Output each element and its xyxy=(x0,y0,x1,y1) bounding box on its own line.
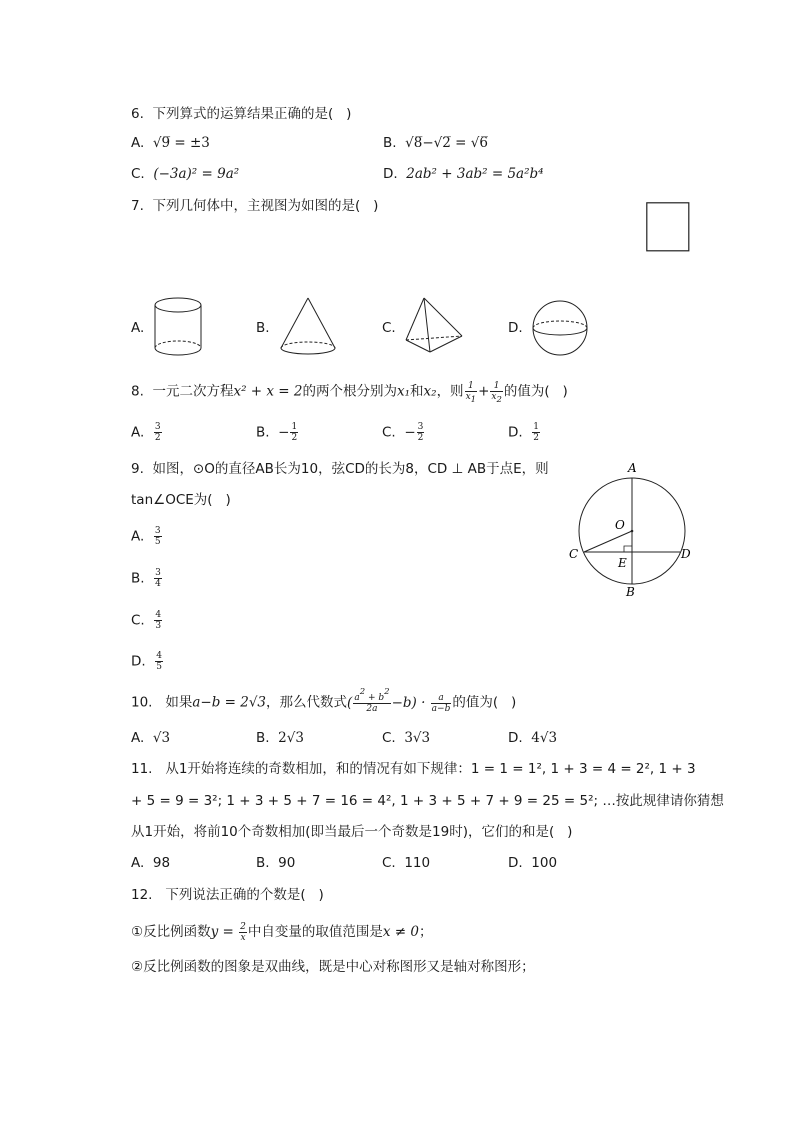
option-fraction: $\frac{3}{5}$ xyxy=(154,526,161,547)
option-label: A. xyxy=(131,855,145,871)
option-label: D. xyxy=(131,653,146,670)
q9-option-b[interactable] xyxy=(131,568,163,589)
q12-stem: 12. 下列说法正确的个数是( ) xyxy=(131,887,324,903)
q9-option-c[interactable] xyxy=(131,610,163,631)
q6-option-b[interactable] xyxy=(383,135,488,151)
q12-item-2: ②反比例函数的图象是双曲线，既是中心对称图形又是轴对称图形； xyxy=(131,959,535,975)
q10-stem-text: 的值为( ) xyxy=(452,694,517,711)
q7-option-a-label[interactable]: A. xyxy=(131,320,145,336)
q8-stem-text: 8. 一元二次方程 xyxy=(131,383,234,400)
q7-option-d-label[interactable]: D. xyxy=(508,320,523,336)
option-label: C. xyxy=(382,855,396,871)
option-value: 100 xyxy=(531,855,558,871)
q10-option-d[interactable] xyxy=(508,730,557,746)
option-label: A. xyxy=(131,135,145,151)
q8-stem-text: ，则 xyxy=(436,383,464,400)
q8-stem-text: 的值为( ) xyxy=(503,383,568,400)
cone-icon[interactable] xyxy=(278,296,338,360)
option-math: √9̅ = ±3 xyxy=(152,135,210,151)
option-fraction: $\frac{1}{2}$ xyxy=(291,422,298,443)
fig-label-o: O xyxy=(615,518,625,532)
fig-label-a: A xyxy=(628,461,637,475)
q8-equation: x² + x = 2 xyxy=(233,383,303,400)
option-math: 2ab² + 3ab² = 5a²b⁴ xyxy=(406,166,544,182)
option-label: A. xyxy=(131,424,145,441)
q12-condition: x ≠ 0 xyxy=(382,924,419,940)
q12-item-text: 中自变量的取值范围是 xyxy=(247,924,383,940)
option-math: 4√3 xyxy=(531,730,558,746)
fig-label-d: D xyxy=(681,547,691,561)
option-label: D. xyxy=(508,730,523,746)
option-label: B. xyxy=(131,570,145,587)
q8-x2: x₂ xyxy=(423,383,437,400)
q11-option-d[interactable] xyxy=(508,855,557,871)
q7-front-view-square xyxy=(646,202,690,252)
q11-option-b[interactable] xyxy=(256,855,295,871)
q8-option-d[interactable] xyxy=(508,422,541,443)
option-label: C. xyxy=(382,730,396,746)
option-math: 2√3 xyxy=(278,730,304,746)
q9-option-a[interactable] xyxy=(131,526,163,547)
option-label: D. xyxy=(508,855,523,871)
sphere-icon[interactable] xyxy=(530,300,590,356)
option-fraction: $\frac{4}{3}$ xyxy=(155,610,162,631)
q8-option-a[interactable] xyxy=(131,422,163,443)
option-label: D. xyxy=(508,424,523,441)
option-fraction: $\frac{3}{2}$ xyxy=(417,422,424,443)
q10-stem-text: 10. 如果 xyxy=(131,694,193,711)
option-label: D. xyxy=(383,166,398,182)
q10-option-b[interactable] xyxy=(256,730,304,746)
q9-stem-line1: 9. 如图，⊙O的直径AB长为10，弦CD的长为8，CD ⊥ AB于点E，则 xyxy=(131,461,549,477)
q8-frac-1-over-x2: $\frac{1}{x_2}$ xyxy=(491,381,502,405)
q9-option-d[interactable] xyxy=(131,651,164,672)
option-label: C. xyxy=(382,424,396,441)
q10-condition: a−b = 2√3 xyxy=(192,694,267,711)
option-fraction: $\frac{4}{5}$ xyxy=(156,651,163,672)
cylinder-icon[interactable] xyxy=(152,296,204,360)
q8-stem-text: 和 xyxy=(410,383,424,400)
q7-option-b-label[interactable]: B. xyxy=(256,320,270,336)
option-math: (−3a)² = 9a² xyxy=(153,166,240,182)
q7-stem: 7. 下列几何体中，主视图为如图的是( ) xyxy=(131,198,379,214)
option-value: 98 xyxy=(152,855,171,871)
option-math: √8̅−√2̅ = √6̅ xyxy=(405,135,488,151)
fig-label-e: E xyxy=(618,556,627,570)
q10-stem-text: ，那么代数式 xyxy=(266,694,348,711)
option-math: 3√3 xyxy=(404,730,431,746)
q8-option-c[interactable]: C. − $\frac{3}{2}$ xyxy=(382,422,424,443)
q8-stem: 8. 一元二次方程x² + x = 2的两个根分别为x₁和x₂，则 $\frac{1}{x_1}$ + $\frac{1}{x_2}$ 的值为( ) xyxy=(131,381,568,405)
option-label: B. xyxy=(256,424,270,441)
q12-item-1 xyxy=(131,922,432,943)
option-label: B. xyxy=(256,730,270,746)
q10-stem xyxy=(131,687,517,714)
q9-circle-figure xyxy=(562,460,702,602)
q11-option-c[interactable] xyxy=(382,855,430,871)
q12-item-text: ①反比例函数 xyxy=(131,924,211,940)
q8-stem-text: 的两个根分别为 xyxy=(302,383,397,400)
q6-option-c[interactable] xyxy=(131,166,239,182)
option-label: B. xyxy=(383,135,397,151)
fig-label-b: B xyxy=(626,585,635,599)
option-value: 90 xyxy=(278,855,296,871)
q12-item-text: ； xyxy=(418,924,433,940)
option-label: A. xyxy=(131,730,145,746)
option-label: C. xyxy=(131,166,145,182)
q10-option-c[interactable] xyxy=(382,730,430,746)
q11-option-a[interactable] xyxy=(131,855,170,871)
fig-label-c: C xyxy=(569,547,579,561)
pyramid-icon[interactable] xyxy=(402,296,466,356)
q6-stem: 6. 下列算式的运算结果正确的是( ) xyxy=(131,106,352,122)
q8-frac-1-over-x1: $\frac{1}{x_1}$ xyxy=(465,381,477,405)
q7-option-c-label[interactable]: C. xyxy=(382,320,396,336)
option-math: √3 xyxy=(152,730,171,746)
q11-stem-line2: + 5 = 9 = 3²; 1 + 3 + 5 + 7 = 16 = 4², 1 + 3 + 5 + 7 + 9 = 25 = 5²; …按此规律请你猜想 xyxy=(131,793,724,809)
q12-function: y = $\frac{2}{x}$ xyxy=(210,922,246,943)
option-value: 110 xyxy=(404,855,431,871)
q6-option-d[interactable] xyxy=(383,166,544,182)
option-label: B. xyxy=(256,855,270,871)
option-label: C. xyxy=(131,612,145,629)
q8-option-b[interactable]: B. − $\frac{1}{2}$ xyxy=(256,422,298,443)
option-fraction: $\frac{3}{4}$ xyxy=(155,568,161,589)
option-fraction: $\frac{3}{2}$ xyxy=(154,422,161,443)
q11-stem-line1: 11. 从1开始将连续的奇数相加，和的情况有如下规律：1 = 1 = 1², 1 + 3 = 4 = 2², 1 + 3 xyxy=(131,761,696,777)
q9-stem-line2: tan∠OCE为( ) xyxy=(131,492,231,508)
q8-x1: x₁ xyxy=(397,383,411,400)
option-label: A. xyxy=(131,528,145,545)
q10-expression: ( $\frac{a^2 + b^2}{2a}$ −b) · $\frac{a}{a-b}$ xyxy=(347,687,451,714)
option-fraction: $\frac{1}{2}$ xyxy=(533,422,540,443)
q11-stem-line3: 从1开始，将前10个奇数相加(即当最后一个奇数是19时)，它们的和是( ) xyxy=(131,824,573,840)
q6-option-a[interactable] xyxy=(131,135,210,151)
q10-option-a[interactable] xyxy=(131,730,170,746)
